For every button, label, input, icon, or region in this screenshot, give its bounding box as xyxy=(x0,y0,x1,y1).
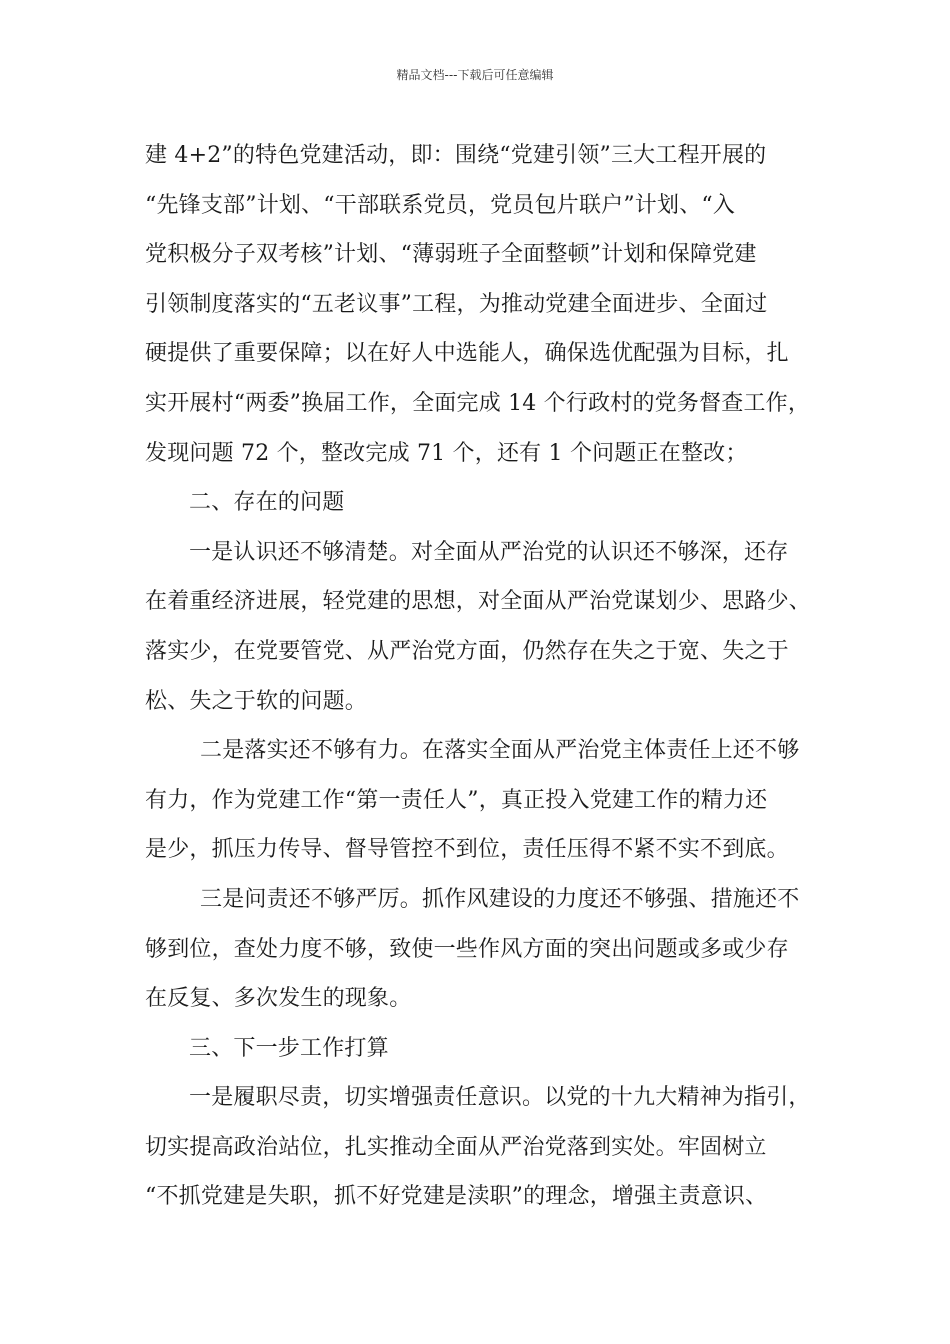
paragraph-line: 二是落实还不够有力。在落实全面从严治党主体责任上还不够 xyxy=(200,738,800,764)
paragraph-line: 在反复、多次发生的现象。 xyxy=(145,986,412,1012)
paragraph-line: 落实少，在党要管党、从严治党方面，仍然存在失之于宽、失之于 xyxy=(145,638,789,664)
paragraph-line: “先锋支部”计划、“干部联系党员，党员包片联户”计划、“入 xyxy=(145,192,736,218)
document-body xyxy=(145,131,815,1222)
paragraph-line: 建 4+2”的特色党建活动，即：围绕“党建引领”三大工程开展的 xyxy=(145,143,767,168)
paragraph-line: 松、失之于软的问题。 xyxy=(145,688,368,714)
paragraph-line: 一是履职尽责，切实增强责任意识。以党的十九大精神为指引， xyxy=(189,1085,811,1111)
paragraph-line: 发现问题 72 个，整改完成 71 个，还有 1 个问题正在整改； xyxy=(145,440,748,466)
paragraph-line: 在着重经济进展，轻党建的思想，对全面从严治党谋划少、思路少、 xyxy=(145,589,812,615)
section-heading: 三、下一步工作打算 xyxy=(189,1035,389,1061)
paragraph-line: 有力，作为党建工作“第一责任人”，真正投入党建工作的精力还 xyxy=(145,787,768,813)
paragraph-line: 是少，抓压力传导、督导管控不到位，责任压得不紧不实不到底。 xyxy=(145,837,789,863)
paragraph-line: 党积极分子双考核”计划、“薄弱班子全面整顿”计划和保障党建 xyxy=(145,242,757,268)
paragraph-line: 实开展村“两委”换届工作，全面完成 14 个行政村的党务督查工作， xyxy=(145,390,811,416)
paragraph-line: 引领制度落实的“五老议事”工程，为推动党建全面进步、全面过 xyxy=(145,291,768,317)
page-header: 精品文档---下载后可任意编辑 xyxy=(396,68,554,82)
paragraph-line: 三是问责还不够严厉。抓作风建设的力度还不够强、措施还不 xyxy=(200,886,800,912)
paragraph-line: 一是认识还不够清楚。对全面从严治党的认识还不够深，还存 xyxy=(189,539,789,565)
paragraph-line: 够到位，查处力度不够，致使一些作风方面的突出问题或多或少存 xyxy=(145,936,789,962)
paragraph-line: 硬提供了重要保障；以在好人中选能人，确保选优配强为目标，扎 xyxy=(145,341,789,367)
paragraph-line: “不抓党建是失职，抓不好党建是渎职”的理念，增强主责意识、 xyxy=(145,1184,768,1210)
paragraph-line: 切实提高政治站位，扎实推动全面从严治党落到实处。牢固树立 xyxy=(145,1134,767,1160)
section-heading: 二、存在的问题 xyxy=(189,490,345,516)
